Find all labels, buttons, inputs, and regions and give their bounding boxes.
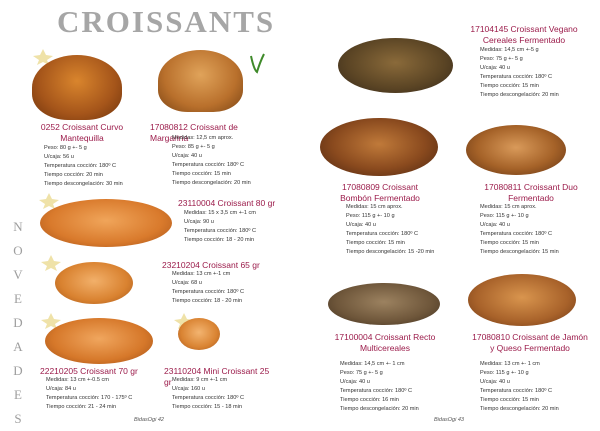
product-name: 17100004 Croissant Recto Multicereales: [334, 332, 436, 353]
product-specs: Medidas: 15 cm aprox. Peso: 115 g +- 10 g U/caja: 40 u Temperatura cocción: 180º C Tiempo cocción: 15 min Tiempo descongelación: 15 min: [480, 204, 559, 255]
product-name: 23110004 Croissant 80 gr: [178, 198, 276, 208]
product-specs: Medidas: 15 cm aprox. Peso: 115 g +- 10 g U/caja: 40 u Temperatura cocción: 180º C Tiempo cocción: 15 min Tiempo descongelación: 15 -20 min: [346, 204, 435, 255]
product-name: 23110204 Mini Croissant 25 gr: [164, 366, 270, 387]
product-specs: Medidas: 12,5 cm aprox. Peso: 85 g +- 5 g U/caja: 40 u Temperatura cocción: 180º C Tiempo cocción: 15 min Tiempo descongelación: 20 min: [172, 135, 251, 186]
product-specs: Peso: 80 g +- 5 g U/caja: 56 u Temperatura cocción: 180º C Tiempo cocción: 20 min Tiempo descongelación: 30 min: [44, 145, 123, 187]
product-image-mini: [178, 318, 220, 350]
page-footer-left: BidasOgi 42: [134, 417, 164, 423]
product-image-70gr: [45, 318, 153, 364]
product-image-duo: [466, 125, 566, 175]
product-specs: Medidas: 14,5 cm +-5 g Peso: 75 g +- 5 g U/caja: 40 u Temperatura cocción: 180º C Tiempo cocción: 15 min Tiempo descongelación: 20 min: [480, 47, 559, 98]
product-name: 17080812 Croissant de Margarina: [150, 122, 238, 143]
side-label-novedades: N O V E D A D E S: [13, 219, 23, 426]
product-image-jamon-queso: [468, 274, 576, 326]
product-specs: Medidas: 13 cm +-1 cm U/caja: 68 u Temperatura cocción: 180º C Tiempo cocción: 18 - 20 min: [172, 271, 244, 304]
product-name: 17080810 Croissant de Jamón y Queso Fermentado: [472, 332, 588, 353]
product-specs: Medidas: 15 x 3,5 cm +-1 cm U/caja: 90 u Temperatura cocción: 180º C Tiempo cocción: 18 - 20 min: [184, 210, 256, 243]
product-name: 17104145 Croissant Vegano Cereales Fermentado: [470, 24, 578, 45]
leaf-icon: [248, 52, 266, 74]
product-specs: Medidas: 13 cm +- 1 cm Peso: 115 g +- 10 g U/caja: 40 u Temperatura cocción: 180º C Tiempo cocción: 15 min Tiempo descongelación: 20 min: [480, 361, 559, 412]
product-image-80gr: [40, 199, 172, 247]
page-title: CROISSANTS: [57, 4, 276, 39]
product-name: 22210205 Croissant 70 gr: [40, 366, 138, 376]
product-name: 0252 Croissant Curvo Mantequilla: [40, 122, 124, 143]
product-specs: Medidas: 14,5 cm +- 1 cm Peso: 75 g +- 5 g U/caja: 40 u Temperatura cocción: 180º C Tiempo cocción: 16 min Tiempo descongelación: 20 min: [340, 361, 419, 412]
product-image-recto: [328, 283, 440, 325]
product-image-65gr: [55, 262, 133, 304]
product-name: 17080809 Croissant Bombón Fermentado: [340, 182, 420, 203]
star-icon: [40, 254, 62, 272]
product-image-margarina: [158, 50, 243, 112]
product-name: 23210204 Croissant 65 gr: [162, 260, 260, 270]
product-name: 17080811 Croissant Duo Fermentado: [484, 182, 578, 203]
product-image-vegano: [338, 38, 453, 93]
product-image-bombon: [320, 118, 438, 176]
product-specs: Medidas: 13 cm +-0.5 cm U/caja: 84 u Temperatura cocción: 170 - 175º C Tiempo cocción: 21 - 24 min: [46, 377, 133, 410]
product-specs: Medidas: 9 cm +-1 cm U/caja: 160 u Temperatura cocción: 180º C Tiempo cocción: 15 - 18 min: [172, 377, 244, 410]
page-footer-right: BidasOgi 43: [434, 417, 464, 423]
product-image-curvo: [32, 55, 122, 120]
